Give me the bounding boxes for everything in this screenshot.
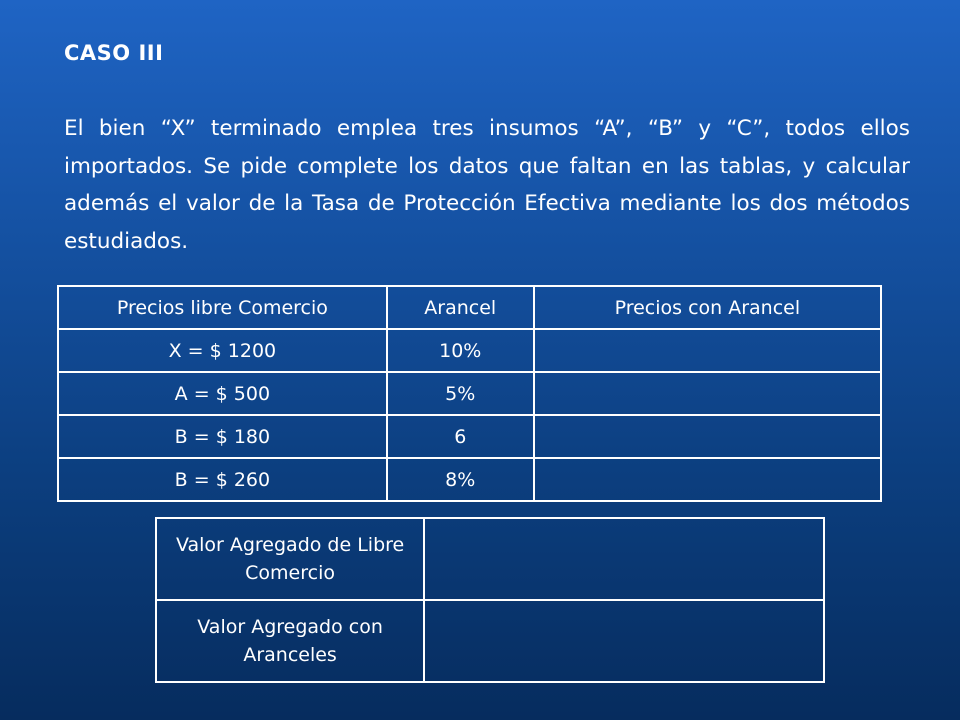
- free-trade-price-cell: A = $ 500: [58, 372, 387, 415]
- table-row: [58, 458, 881, 501]
- header-tariff-prices: Precios con Arancel: [534, 286, 881, 329]
- free-trade-price-cell: B = $ 180: [58, 415, 387, 458]
- table-row: [58, 372, 881, 415]
- problem-statement: El bien “X” terminado emplea tres insumos “A”, “B” y “C”, todos ellos importados. Se pide complete los datos que faltan en las tablas, y calcular además el valor de la Tasa de Protección Efectiva mediante los dos métodos estudiados.: [64, 116, 910, 254]
- table-row: [156, 518, 824, 600]
- prices-table: [57, 285, 882, 502]
- tariff-cell: 5%: [387, 372, 534, 415]
- table-header-row: [58, 286, 881, 329]
- tariff-cell: 6: [387, 415, 534, 458]
- table-row: [156, 600, 824, 682]
- tariff-price-cell: [534, 372, 881, 415]
- value-added-table: [155, 517, 825, 683]
- tariff-cell: 10%: [387, 329, 534, 372]
- value-added-label: Valor Agregado con Aranceles: [156, 600, 424, 682]
- table-row: [58, 415, 881, 458]
- header-free-trade-prices: Precios libre Comercio: [58, 286, 387, 329]
- value-added-cell: [424, 600, 824, 682]
- value-added-cell: [424, 518, 824, 600]
- tariff-price-cell: [534, 329, 881, 372]
- value-added-label: Valor Agregado de Libre Comercio: [156, 518, 424, 600]
- table-row: [58, 329, 881, 372]
- free-trade-price-cell: X = $ 1200: [58, 329, 387, 372]
- tariff-cell: 8%: [387, 458, 534, 501]
- tariff-price-cell: [534, 458, 881, 501]
- header-tariff: Arancel: [387, 286, 534, 329]
- slide-title: CASO III: [64, 41, 164, 65]
- tariff-price-cell: [534, 415, 881, 458]
- free-trade-price-cell: B = $ 260: [58, 458, 387, 501]
